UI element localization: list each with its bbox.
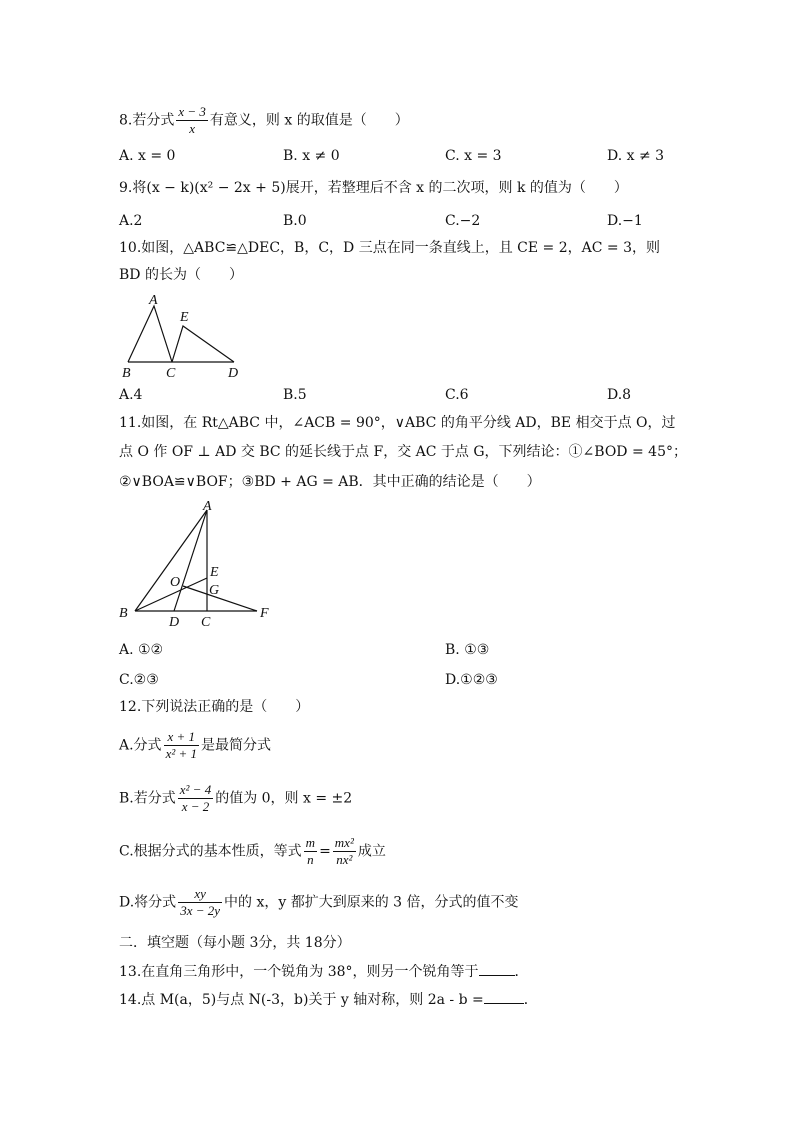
label-f: F [260, 606, 269, 621]
segment-of [183, 586, 257, 611]
q13-answer-blank[interactable] [479, 961, 515, 976]
question-10-line2: BD 的长为（ ） [119, 267, 243, 283]
q10-option-a: A.4 [119, 387, 143, 403]
q12-b-denominator: x − 2 [181, 799, 210, 814]
label-d: D [228, 366, 239, 380]
q12-d-suffix: 中的 x，y 都扩大到原来的 3 倍，分式的值不变 [224, 894, 519, 911]
q9-option-a: A.2 [119, 213, 143, 229]
q11-option-c: C.②③ [119, 672, 159, 688]
q12-a-suffix: 是最简分式 [201, 737, 272, 754]
q8-option-c: C. x = 3 [445, 148, 502, 164]
q8-option-b: B. x ≠ 0 [283, 148, 340, 164]
q14-end: ． [523, 992, 538, 1008]
q12-d-fraction [178, 886, 222, 919]
q8-denominator: x [189, 121, 196, 136]
segment-ad [174, 510, 207, 611]
q12-b-suffix: 的值为 0，则 x = ±2 [215, 790, 353, 807]
label-a: A [149, 293, 158, 308]
q12-d-prefix: D.将分式 [119, 894, 177, 911]
q11-option-a: A. ①② [119, 642, 164, 658]
section-2-heading: 二．填空题（每小题 3分，共 18分） [119, 935, 351, 951]
q8-suffix: 有意义，则 x 的取值是（ ） [209, 112, 409, 129]
segment-ab [135, 510, 207, 611]
q12-a-numerator: x + 1 [164, 729, 199, 746]
q12-option-a [119, 729, 271, 762]
triangle-abc [128, 306, 172, 362]
question-13 [119, 961, 529, 982]
q12-option-d [119, 886, 519, 919]
q10-option-c: C.6 [445, 387, 469, 403]
q12-b-fraction [178, 782, 213, 815]
question-11-line2: 点 O 作 OF ⊥ AD 交 BC 的延长线于点 F，交 AC 于点 G，下列结论：①∠BOD = 45°； [119, 444, 687, 460]
q13-text: 13.在直角三角形中，一个锐角为 38°，则另一个锐角等于 [119, 964, 479, 980]
q12-a-fraction [164, 729, 199, 762]
q10-option-b: B.5 [283, 387, 307, 403]
q8-numerator: x − 3 [178, 104, 206, 119]
q12-c-prefix: C.根据分式的基本性质，等式 [119, 843, 302, 860]
label-g: G [209, 583, 220, 598]
question-9-stem: 9.将(x − k)(x² − 2x + 5)展开，若整理后不含 x 的二次项，则 k 的值为（ ） [119, 180, 628, 196]
label-d: D [169, 615, 180, 630]
q12-a-prefix: A.分式 [119, 737, 162, 754]
q10-figure [110, 288, 250, 380]
q12-c-equals: = [319, 843, 331, 860]
q12-c-right-denominator: nx² [336, 852, 353, 867]
q12-c-left-fraction [304, 835, 317, 868]
q12-option-b [119, 782, 352, 815]
q11-figure [110, 498, 280, 630]
question-12-stem: 12.下列说法正确的是（ ） [119, 699, 310, 715]
question-14 [119, 989, 538, 1010]
label-c: C [201, 615, 211, 630]
q8-prefix: 8.若分式 [119, 112, 175, 129]
q11-option-d: D.①②③ [445, 672, 498, 688]
label-o: O [170, 575, 181, 590]
question-8-stem [119, 104, 409, 137]
q8-option-d: D. x ≠ 3 [607, 148, 665, 164]
q12-d-denominator: 3x − 2y [180, 903, 220, 918]
triangle-dec [172, 326, 234, 362]
label-c: C [166, 366, 176, 380]
q8-option-a: A. x = 0 [119, 148, 176, 164]
q12-a-denominator: x² + 1 [165, 746, 198, 761]
label-a: A [203, 499, 212, 514]
question-11-line1: 11.如图，在 Rt△ABC 中，∠ACB = 90°，∨ABC 的角平分线 AD，BE 相交于点 O，过 [119, 415, 676, 431]
q12-b-numerator: x² − 4 [179, 782, 212, 797]
q12-option-c [119, 835, 386, 868]
q9-option-c: C.−2 [445, 213, 481, 229]
q12-d-numerator: xy [178, 886, 222, 903]
label-e: E [210, 565, 219, 580]
q12-c-left-denominator: n [307, 852, 314, 867]
q12-c-suffix: 成立 [357, 843, 386, 860]
question-11-line3: ②∨BOA≌∨BOF；③BD + AG = AB．其中正确的结论是（ ） [119, 474, 541, 490]
q12-b-prefix: B.若分式 [119, 790, 176, 807]
q14-answer-blank[interactable] [484, 989, 524, 1004]
q10-option-d: D.8 [607, 387, 632, 403]
label-e: E [180, 310, 189, 325]
label-b: B [122, 366, 131, 380]
q9-option-d: D.−1 [607, 213, 643, 229]
q11-option-b: B. ①③ [445, 642, 490, 658]
label-b: B [119, 606, 128, 621]
q8-fraction [176, 104, 208, 137]
q12-c-right-fraction [333, 835, 356, 868]
q12-c-right-numerator: mx² [334, 835, 354, 850]
q9-option-b: B.0 [283, 213, 307, 229]
question-10-line1: 10.如图，△ABC≌△DEC，B，C，D 三点在同一条直线上，且 CE = 2，AC = 3，则 [119, 240, 661, 256]
q13-end: ． [514, 964, 529, 980]
q14-text: 14.点 M(a，5)与点 N(-3，b)关于 y 轴对称，则 2a - b = [119, 992, 484, 1008]
q12-c-left-numerator: m [305, 835, 316, 850]
